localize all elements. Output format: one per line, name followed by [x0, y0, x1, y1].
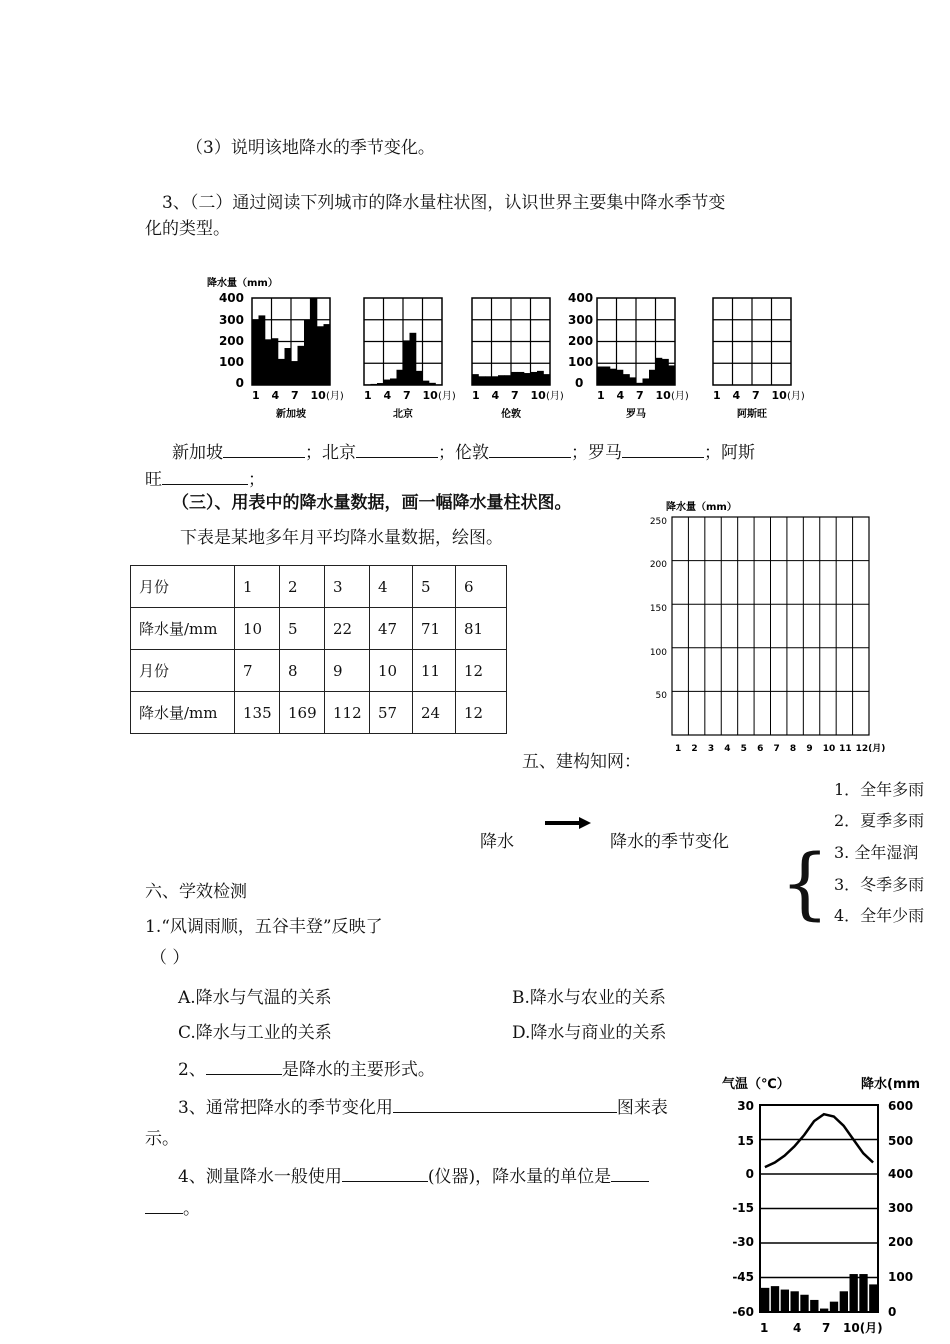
table-row [131, 650, 507, 692]
bar-12 [544, 374, 551, 385]
table-cell: 57 [370, 692, 413, 734]
bar-2 [604, 367, 611, 385]
q4-prefix: 4、测量降水一般使用 [178, 1167, 342, 1187]
ytick2-200: 200 [568, 334, 594, 348]
table-cell: 1 [235, 566, 280, 608]
q3-line2: 示。 [145, 1129, 179, 1149]
blank-aswan[interactable] [162, 467, 248, 485]
climate-xtick: 10(月) [843, 1321, 883, 1335]
city-charts-yticks [219, 291, 244, 390]
blank-ytick: 50 [655, 691, 667, 701]
blank-singapore[interactable] [223, 440, 305, 458]
table-cell: 12 [456, 650, 507, 692]
blank-xtick: 2 [691, 744, 698, 754]
table-row [131, 566, 507, 608]
option-a[interactable]: A.降水与气温的关系 [178, 988, 332, 1008]
table-cell: 月份 [131, 650, 235, 692]
table-cell: 降水量/mm [131, 692, 235, 734]
table-cell: 9 [325, 650, 370, 692]
ytick-200: 200 [218, 334, 244, 348]
bar-8 [518, 372, 525, 385]
city-xtick: 7 [636, 389, 644, 402]
climate-ytick: 0 [745, 1167, 754, 1181]
table-cell: 5 [280, 608, 325, 650]
bar-3 [485, 376, 492, 385]
kn-item-4: 3．冬季多雨 [834, 875, 925, 894]
bar-11 [662, 359, 669, 385]
q1-text: 1.“风调雨顺，五谷丰登”反映了 [145, 917, 383, 937]
bar-4 [272, 338, 279, 385]
q3-suffix: 图来表 [616, 1098, 668, 1118]
city-xtick: 1 [713, 389, 721, 402]
table-cell: 12 [456, 692, 507, 734]
bar-4 [617, 370, 624, 385]
bar-1 [597, 367, 604, 385]
city-chart [252, 298, 344, 420]
table-cell: 6 [456, 566, 507, 608]
ytick2-300: 300 [568, 313, 594, 327]
blank-precip-chart [640, 495, 886, 760]
q4-blank-instrument[interactable] [342, 1164, 428, 1182]
temperature-line [765, 1114, 873, 1167]
bar-5 [498, 375, 505, 385]
blank-ytick: 150 [649, 604, 667, 614]
blank-ytick: 200 [649, 560, 667, 570]
q4-line2 [145, 1194, 200, 1219]
blank-xtick: 12(月) [855, 744, 886, 754]
climate-y2tick: 400 [888, 1167, 914, 1181]
city-name: 罗马 [626, 409, 646, 420]
precip-bar-11 [859, 1274, 867, 1312]
fill-label-aswan: ；阿斯 [704, 443, 755, 463]
kn-item-1: 1．全年多雨 [834, 780, 925, 799]
bar-9 [304, 320, 311, 385]
option-b[interactable]: B.降水与农业的关系 [512, 988, 666, 1008]
table-cell: 71 [413, 608, 456, 650]
section-6-title: 六、学效检测 [145, 882, 247, 902]
option-d[interactable]: D.降水与商业的关系 [512, 1023, 667, 1043]
bar-5 [623, 374, 630, 385]
bar-11 [537, 371, 544, 385]
q2-line [178, 1055, 435, 1080]
climate-y2tick: 300 [888, 1201, 914, 1215]
city-right-yticks [568, 291, 593, 390]
bar-4 [492, 376, 499, 385]
bar-7 [403, 340, 410, 385]
bar-4 [384, 380, 391, 385]
fill-end: ； [248, 470, 265, 490]
precip-bar-3 [781, 1290, 789, 1312]
climate-ytick: 15 [737, 1134, 754, 1148]
table-cell: 11 [413, 650, 456, 692]
city-xtick: 1 [252, 389, 260, 402]
blank-xtick: 3 [707, 744, 715, 754]
table-row [131, 692, 507, 734]
city-xtick: 7 [291, 389, 299, 402]
table-cell: 47 [370, 608, 413, 650]
precip-table [130, 565, 507, 734]
blank-xtick: 4 [724, 744, 731, 754]
precip-bar-7 [820, 1309, 828, 1312]
table-cell: 10 [235, 608, 280, 650]
bar-7 [291, 361, 298, 385]
ytick2-0: 0 [575, 376, 584, 390]
climate-y2tick: 500 [888, 1134, 914, 1148]
blank-xtick: 9 [806, 744, 813, 754]
bar-3 [610, 369, 617, 385]
city-name: 新加坡 [276, 409, 306, 420]
city-charts-ylabel: 降水量（mm） [207, 278, 278, 289]
kn-item-3: 3. 全年湿润 [834, 843, 919, 862]
climate-xticks [760, 1321, 883, 1335]
blank-xtick: 6 [757, 744, 764, 754]
climate-ytick: 30 [737, 1099, 754, 1113]
city-xtick: 4 [383, 389, 392, 402]
table-cell: 135 [235, 692, 280, 734]
bar-8 [410, 333, 417, 385]
bar-6 [505, 375, 512, 385]
city-xtick-unit: (月) [326, 391, 344, 402]
bar-2 [259, 315, 266, 385]
precip-bar-1 [761, 1288, 769, 1312]
blank-xtick: 11 [839, 744, 852, 754]
kn-item-2: 2．夏季多雨 [834, 811, 925, 830]
climate-ytick: -60 [732, 1305, 754, 1319]
blank-london[interactable] [489, 440, 571, 458]
table-cell: 2 [280, 566, 325, 608]
table-cell: 24 [413, 692, 456, 734]
bar-2 [479, 376, 486, 385]
table-cell: 月份 [131, 566, 235, 608]
bar-12 [324, 324, 331, 385]
city-name: 北京 [393, 409, 413, 420]
q3-line [178, 1093, 668, 1118]
bar-10 [656, 358, 663, 385]
bar-10 [311, 298, 318, 385]
precip-bar-4 [791, 1291, 799, 1312]
table-cell: 3 [325, 566, 370, 608]
precip-bar-5 [800, 1295, 808, 1312]
blank-rome[interactable] [622, 440, 704, 458]
bar-11 [317, 326, 324, 385]
table-cell: 5 [413, 566, 456, 608]
bar-1 [252, 320, 259, 385]
ytick-400: 400 [218, 291, 244, 305]
section-3-desc: 下表是某地多年月平均降水量数据，绘图。 [180, 528, 503, 548]
city-xtick: 10 [422, 389, 438, 402]
blank-xtick: 10 [822, 744, 836, 754]
bar-5 [278, 359, 285, 385]
fill-line-2 [145, 465, 265, 490]
brace-icon: { [780, 839, 830, 929]
bar-2 [371, 384, 378, 385]
city-xtick-unit: (月) [787, 391, 805, 402]
bar-3 [377, 383, 384, 385]
blank-xtick: 7 [773, 744, 780, 754]
q4-line [178, 1162, 649, 1187]
bar-10 [531, 372, 538, 385]
precip-bar-12 [869, 1284, 877, 1312]
city-name: 伦敦 [501, 409, 521, 420]
fill-label-singapore: 新加坡 [172, 443, 223, 463]
ytick-100: 100 [218, 355, 244, 369]
city-xtick: 1 [364, 389, 372, 402]
table-cell: 7 [235, 650, 280, 692]
blank-ytick: 250 [649, 517, 667, 527]
question-3-sub: （3）说明该地降水的季节变化。 [186, 138, 435, 158]
climate-ytick: -15 [732, 1201, 754, 1215]
q2-prefix: 2、 [178, 1060, 206, 1080]
ytick2-400: 400 [568, 291, 594, 305]
q4-mid: (仪器)，降水量的单位是 [427, 1167, 612, 1187]
bar-11 [429, 383, 436, 385]
city-xtick: 10 [310, 389, 326, 402]
city-xtick: 10 [655, 389, 671, 402]
table-cell: 169 [280, 692, 325, 734]
bar-6 [285, 348, 292, 385]
fill-label-beijing: ；北京 [305, 443, 356, 463]
precip-bar-10 [850, 1274, 858, 1312]
blank-beijing[interactable] [356, 440, 438, 458]
kn-item-5: 4．全年少雨 [834, 906, 925, 925]
section-3-title: （三）、用表中的降水量数据，画一幅降水量柱状图。 [172, 493, 572, 513]
city-chart [472, 298, 564, 420]
city-xtick: 4 [271, 389, 280, 402]
q4-blank-unit-cont[interactable] [145, 1196, 183, 1214]
bar-9 [524, 373, 531, 385]
city-xtick-unit: (月) [438, 391, 456, 402]
city-xtick: 4 [616, 389, 625, 402]
climate-xtick: 7 [822, 1321, 831, 1335]
bar-12 [436, 384, 443, 385]
climate-xtick: 4 [793, 1321, 802, 1335]
bar-8 [298, 346, 305, 385]
city-precip-charts [200, 270, 820, 425]
table-cell: 112 [325, 692, 370, 734]
climate-y2tick: 0 [888, 1305, 897, 1319]
arrow-right-icon [545, 813, 593, 833]
city-xtick-unit: (月) [546, 391, 564, 402]
climate-left-ticks [732, 1099, 754, 1319]
climate-right-label: 降水(mm [861, 1077, 921, 1092]
bar-12 [669, 365, 676, 385]
climate-right-ticks [888, 1099, 913, 1319]
table-cell: 降水量/mm [131, 608, 235, 650]
q3-blank[interactable] [393, 1095, 617, 1113]
climate-ytick: -30 [732, 1235, 754, 1249]
section-2-line2: 化的类型。 [145, 219, 230, 239]
precip-bar-8 [830, 1302, 838, 1312]
precip-bar-6 [810, 1300, 818, 1312]
section-5-title: 五、建构知网： [522, 752, 641, 772]
bar-6 [397, 370, 404, 385]
table-row [131, 608, 507, 650]
precip-bar-2 [771, 1286, 779, 1312]
blank-chart-yticks [650, 517, 667, 701]
city-xtick: 7 [752, 389, 760, 402]
blank-xtick: 5 [740, 744, 747, 754]
climate-xtick: 1 [760, 1321, 769, 1335]
q4-end: 。 [183, 1199, 200, 1219]
bar-9 [649, 370, 656, 385]
q4-blank-unit[interactable] [611, 1164, 649, 1182]
table-cell: 8 [280, 650, 325, 692]
city-xtick: 1 [597, 389, 605, 402]
bar-10 [423, 381, 430, 385]
fill-label-london: ；伦敦 [438, 443, 489, 463]
climate-left-label: 气温（℃） [722, 1077, 790, 1092]
precip-bar-9 [840, 1291, 848, 1312]
blank-xtick: 8 [789, 744, 797, 754]
blank-chart-ylabel: 降水量（mm） [666, 502, 737, 513]
city-name: 阿斯旺 [737, 409, 767, 420]
table-cell: 4 [370, 566, 413, 608]
city-xtick: 4 [491, 389, 500, 402]
ytick2-100: 100 [568, 355, 594, 369]
section-2-line1: 3、（二）通过阅读下列城市的降水量柱状图，认识世界主要集中降水季节变 [162, 193, 726, 213]
bar-6 [630, 377, 637, 385]
climate-chart [720, 1070, 950, 1344]
kn-precip: 降水 [480, 832, 514, 852]
city-chart [597, 298, 689, 420]
fill-line-1 [172, 438, 755, 463]
city-xtick: 1 [472, 389, 480, 402]
table-cell: 81 [456, 608, 507, 650]
bar-5 [390, 378, 397, 385]
q2-blank[interactable] [206, 1057, 282, 1075]
bar-3 [265, 339, 272, 385]
bar-7 [636, 383, 643, 385]
city-xtick: 10 [530, 389, 546, 402]
city-xtick-unit: (月) [671, 391, 689, 402]
bar-9 [416, 371, 423, 385]
climate-ytick: -45 [732, 1270, 754, 1284]
blank-ytick: 100 [649, 648, 667, 658]
option-c[interactable]: C.降水与工业的关系 [178, 1023, 332, 1043]
fill-label-aswan-end: 旺 [145, 470, 162, 490]
blank-xtick: 1 [675, 744, 682, 754]
city-xtick: 10 [771, 389, 787, 402]
city-xtick: 4 [732, 389, 741, 402]
q1-answer-paren[interactable]: （ ） [150, 948, 190, 968]
kn-seasonal: 降水的季节变化 [610, 832, 729, 852]
bar-1 [472, 374, 479, 385]
q2-suffix: 是降水的主要形式。 [281, 1060, 435, 1080]
climate-y2tick: 200 [888, 1235, 914, 1249]
bar-8 [643, 378, 650, 385]
table-cell: 22 [325, 608, 370, 650]
city-xtick: 7 [403, 389, 411, 402]
climate-y2tick: 100 [888, 1270, 914, 1284]
table-cell: 10 [370, 650, 413, 692]
q3-prefix: 3、通常把降水的季节变化用 [178, 1098, 393, 1118]
climate-y2tick: 600 [888, 1099, 914, 1113]
bar-1 [364, 384, 371, 385]
city-chart [713, 298, 805, 420]
city-xtick: 7 [511, 389, 519, 402]
bar-7 [511, 372, 518, 385]
fill-label-rome: ；罗马 [571, 443, 622, 463]
city-chart [364, 298, 456, 420]
ytick-300: 300 [218, 313, 244, 327]
ytick-0: 0 [235, 376, 244, 390]
